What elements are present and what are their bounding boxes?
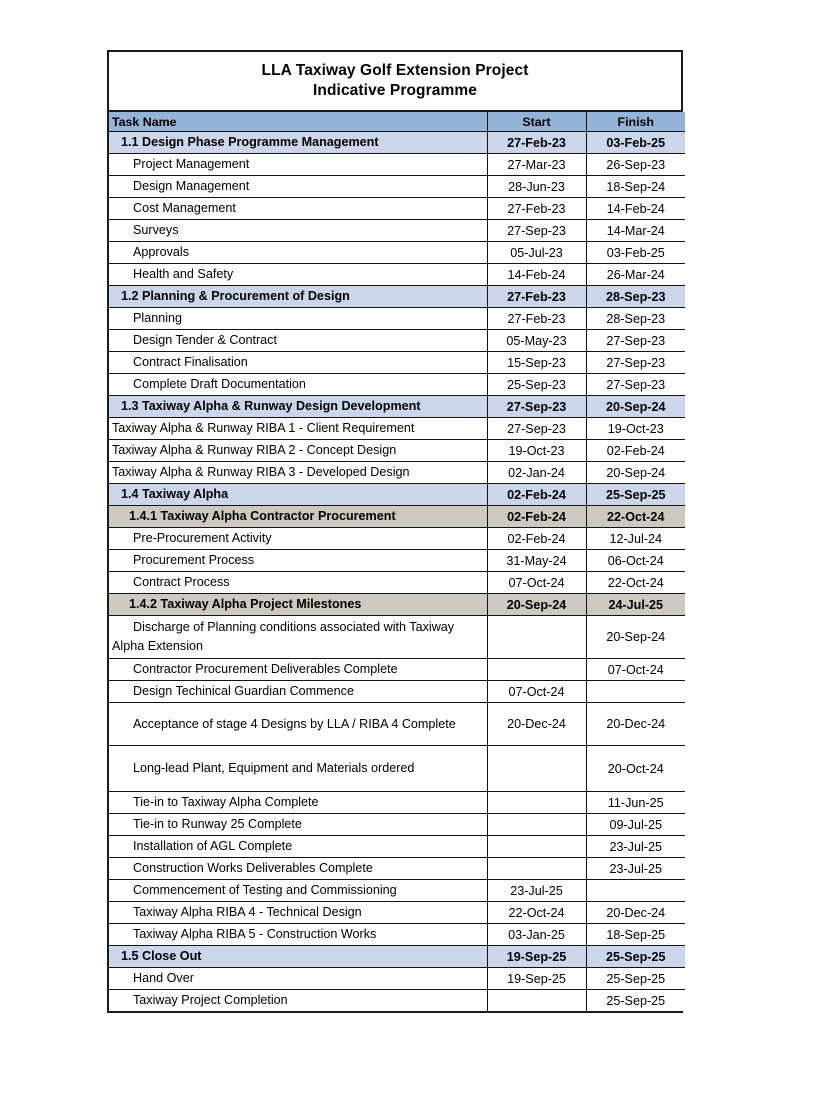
cell-task-name: Hand Over: [109, 968, 487, 990]
cell-task-name: Complete Draft Documentation: [109, 374, 487, 396]
table-row: [109, 198, 685, 220]
section-row-level-1: [109, 946, 685, 968]
cell-finish-date: 25-Sep-25: [586, 990, 685, 1012]
cell-start-date: 20-Dec-24: [487, 703, 586, 746]
section-row-level-2: [109, 594, 685, 616]
cell-start-date: 27-Sep-23: [487, 396, 586, 418]
table-row: [109, 330, 685, 352]
cell-start-date: 07-Oct-24: [487, 572, 586, 594]
cell-start-date: 14-Feb-24: [487, 264, 586, 286]
document-title-line-1: LLA Taxiway Golf Extension Project: [261, 62, 529, 79]
cell-start-date: 05-May-23: [487, 330, 586, 352]
cell-task-name: Design Management: [109, 176, 487, 198]
cell-start-date: [487, 858, 586, 880]
table-row: [109, 616, 685, 659]
cell-finish-date: 26-Mar-24: [586, 264, 685, 286]
cell-start-date: 03-Jan-25: [487, 924, 586, 946]
cell-task-name: Pre-Procurement Activity: [109, 528, 487, 550]
cell-finish-date: 25-Sep-25: [586, 484, 685, 506]
cell-start-date: 27-Feb-23: [487, 198, 586, 220]
table-row: [109, 924, 685, 946]
table-row: [109, 858, 685, 880]
table-row: [109, 154, 685, 176]
table-row: [109, 418, 685, 440]
table-row: [109, 440, 685, 462]
cell-start-date: 27-Feb-23: [487, 286, 586, 308]
cell-task-name: Tie-in to Runway 25 Complete: [109, 814, 487, 836]
cell-finish-date: 07-Oct-24: [586, 659, 685, 681]
programme-table: [109, 112, 685, 1011]
table-row: [109, 264, 685, 286]
cell-task-name: Design Techinical Guardian Commence: [109, 681, 487, 703]
cell-task-name: 1.3 Taxiway Alpha & Runway Design Development: [109, 396, 487, 418]
cell-task-name: Contract Finalisation: [109, 352, 487, 374]
cell-start-date: 02-Feb-24: [487, 528, 586, 550]
cell-finish-date: 25-Sep-25: [586, 968, 685, 990]
table-row: [109, 746, 685, 792]
section-row-level-1: [109, 286, 685, 308]
cell-finish-date: 25-Sep-25: [586, 946, 685, 968]
cell-task-name: 1.4 Taxiway Alpha: [109, 484, 487, 506]
cell-start-date: 07-Oct-24: [487, 681, 586, 703]
cell-start-date: [487, 616, 586, 659]
table-body: [109, 132, 685, 1012]
table-row: [109, 814, 685, 836]
cell-start-date: 19-Sep-25: [487, 968, 586, 990]
cell-finish-date: 20-Sep-24: [586, 396, 685, 418]
table-header: [109, 112, 685, 132]
section-row-level-1: [109, 396, 685, 418]
cell-task-name: 1.4.1 Taxiway Alpha Contractor Procurement: [109, 506, 487, 528]
document-title-line-2: Indicative Programme: [313, 82, 477, 99]
cell-start-date: [487, 836, 586, 858]
cell-start-date: 27-Mar-23: [487, 154, 586, 176]
cell-task-name: Taxiway Alpha & Runway RIBA 3 - Developed Design: [109, 462, 487, 484]
cell-task-name: Taxiway Alpha RIBA 4 - Technical Design: [109, 902, 487, 924]
table-row: [109, 176, 685, 198]
cell-start-date: 27-Sep-23: [487, 220, 586, 242]
section-row-level-1: [109, 132, 685, 154]
column-header-task-name: Task Name: [109, 112, 487, 132]
cell-finish-date: 12-Jul-24: [586, 528, 685, 550]
cell-start-date: 22-Oct-24: [487, 902, 586, 924]
cell-start-date: 27-Feb-23: [487, 308, 586, 330]
programme-sheet: [107, 50, 683, 1013]
cell-start-date: 02-Jan-24: [487, 462, 586, 484]
cell-finish-date: 14-Mar-24: [586, 220, 685, 242]
table-row: [109, 242, 685, 264]
cell-finish-date: 20-Sep-24: [586, 616, 685, 659]
table-row: [109, 528, 685, 550]
cell-finish-date: 19-Oct-23: [586, 418, 685, 440]
cell-task-name: Acceptance of stage 4 Designs by LLA / RIBA 4 Complete: [109, 703, 487, 746]
document-title-block: [109, 52, 681, 112]
cell-finish-date: 18-Sep-24: [586, 176, 685, 198]
cell-finish-date: 26-Sep-23: [586, 154, 685, 176]
cell-finish-date: 28-Sep-23: [586, 286, 685, 308]
cell-start-date: 19-Oct-23: [487, 440, 586, 462]
cell-task-name: Surveys: [109, 220, 487, 242]
table-row: [109, 990, 685, 1012]
cell-task-name: 1.1 Design Phase Programme Management: [109, 132, 487, 154]
cell-task-name: Cost Management: [109, 198, 487, 220]
cell-task-name: Procurement Process: [109, 550, 487, 572]
cell-start-date: [487, 746, 586, 792]
cell-finish-date: 22-Oct-24: [586, 506, 685, 528]
cell-start-date: 15-Sep-23: [487, 352, 586, 374]
cell-finish-date: 20-Dec-24: [586, 703, 685, 746]
table-row: [109, 462, 685, 484]
cell-start-date: 25-Sep-23: [487, 374, 586, 396]
cell-task-name: Health and Safety: [109, 264, 487, 286]
cell-start-date: 31-May-24: [487, 550, 586, 572]
cell-task-name: Construction Works Deliverables Complete: [109, 858, 487, 880]
cell-finish-date: 27-Sep-23: [586, 352, 685, 374]
cell-task-name: Contract Process: [109, 572, 487, 594]
cell-task-name: Tie-in to Taxiway Alpha Complete: [109, 792, 487, 814]
cell-task-name: Project Management: [109, 154, 487, 176]
table-row: [109, 902, 685, 924]
table-row: [109, 374, 685, 396]
cell-start-date: 19-Sep-25: [487, 946, 586, 968]
cell-task-name: Taxiway Alpha RIBA 5 - Construction Works: [109, 924, 487, 946]
cell-start-date: 23-Jul-25: [487, 880, 586, 902]
cell-finish-date: 27-Sep-23: [586, 374, 685, 396]
cell-task-name: 1.4.2 Taxiway Alpha Project Milestones: [109, 594, 487, 616]
cell-finish-date: 20-Dec-24: [586, 902, 685, 924]
cell-start-date: [487, 990, 586, 1012]
cell-start-date: 27-Feb-23: [487, 132, 586, 154]
cell-start-date: 02-Feb-24: [487, 484, 586, 506]
cell-finish-date: 11-Jun-25: [586, 792, 685, 814]
cell-start-date: 02-Feb-24: [487, 506, 586, 528]
table-row: [109, 836, 685, 858]
column-header-start: Start: [487, 112, 586, 132]
cell-task-name: Planning: [109, 308, 487, 330]
cell-task-name: Taxiway Alpha & Runway RIBA 2 - Concept Design: [109, 440, 487, 462]
section-row-level-2: [109, 506, 685, 528]
cell-finish-date: 03-Feb-25: [586, 242, 685, 264]
cell-finish-date: 20-Sep-24: [586, 462, 685, 484]
cell-task-name: Discharge of Planning conditions associated with Taxiway Alpha Extension: [109, 616, 487, 659]
table-row: [109, 703, 685, 746]
cell-task-name: 1.2 Planning & Procurement of Design: [109, 286, 487, 308]
cell-task-name: Taxiway Project Completion: [109, 990, 487, 1012]
table-row: [109, 572, 685, 594]
cell-finish-date: 27-Sep-23: [586, 330, 685, 352]
table-row: [109, 550, 685, 572]
cell-finish-date: 20-Oct-24: [586, 746, 685, 792]
cell-task-name: Taxiway Alpha & Runway RIBA 1 - Client Requirement: [109, 418, 487, 440]
cell-finish-date: 22-Oct-24: [586, 572, 685, 594]
table-row: [109, 681, 685, 703]
table-header-row: [109, 112, 685, 132]
cell-task-name: Approvals: [109, 242, 487, 264]
section-row-level-1: [109, 484, 685, 506]
cell-finish-date: 23-Jul-25: [586, 836, 685, 858]
cell-task-name: Design Tender & Contract: [109, 330, 487, 352]
cell-finish-date: 09-Jul-25: [586, 814, 685, 836]
cell-start-date: 28-Jun-23: [487, 176, 586, 198]
cell-start-date: [487, 659, 586, 681]
cell-start-date: 05-Jul-23: [487, 242, 586, 264]
cell-finish-date: 23-Jul-25: [586, 858, 685, 880]
cell-start-date: 20-Sep-24: [487, 594, 586, 616]
cell-finish-date: 24-Jul-25: [586, 594, 685, 616]
cell-task-name: Commencement of Testing and Commissioning: [109, 880, 487, 902]
table-row: [109, 792, 685, 814]
table-row: [109, 352, 685, 374]
column-header-finish: Finish: [586, 112, 685, 132]
cell-finish-date: [586, 880, 685, 902]
cell-task-name: Long-lead Plant, Equipment and Materials ordered: [109, 746, 487, 792]
cell-finish-date: 14-Feb-24: [586, 198, 685, 220]
table-row: [109, 880, 685, 902]
cell-start-date: 27-Sep-23: [487, 418, 586, 440]
cell-finish-date: 28-Sep-23: [586, 308, 685, 330]
cell-start-date: [487, 792, 586, 814]
cell-task-name: Installation of AGL Complete: [109, 836, 487, 858]
cell-finish-date: 18-Sep-25: [586, 924, 685, 946]
cell-finish-date: 06-Oct-24: [586, 550, 685, 572]
cell-start-date: [487, 814, 586, 836]
cell-finish-date: 02-Feb-24: [586, 440, 685, 462]
table-row: [109, 968, 685, 990]
cell-finish-date: 03-Feb-25: [586, 132, 685, 154]
table-row: [109, 308, 685, 330]
table-row: [109, 659, 685, 681]
cell-task-name: Contractor Procurement Deliverables Complete: [109, 659, 487, 681]
cell-task-name: 1.5 Close Out: [109, 946, 487, 968]
cell-finish-date: [586, 681, 685, 703]
table-row: [109, 220, 685, 242]
